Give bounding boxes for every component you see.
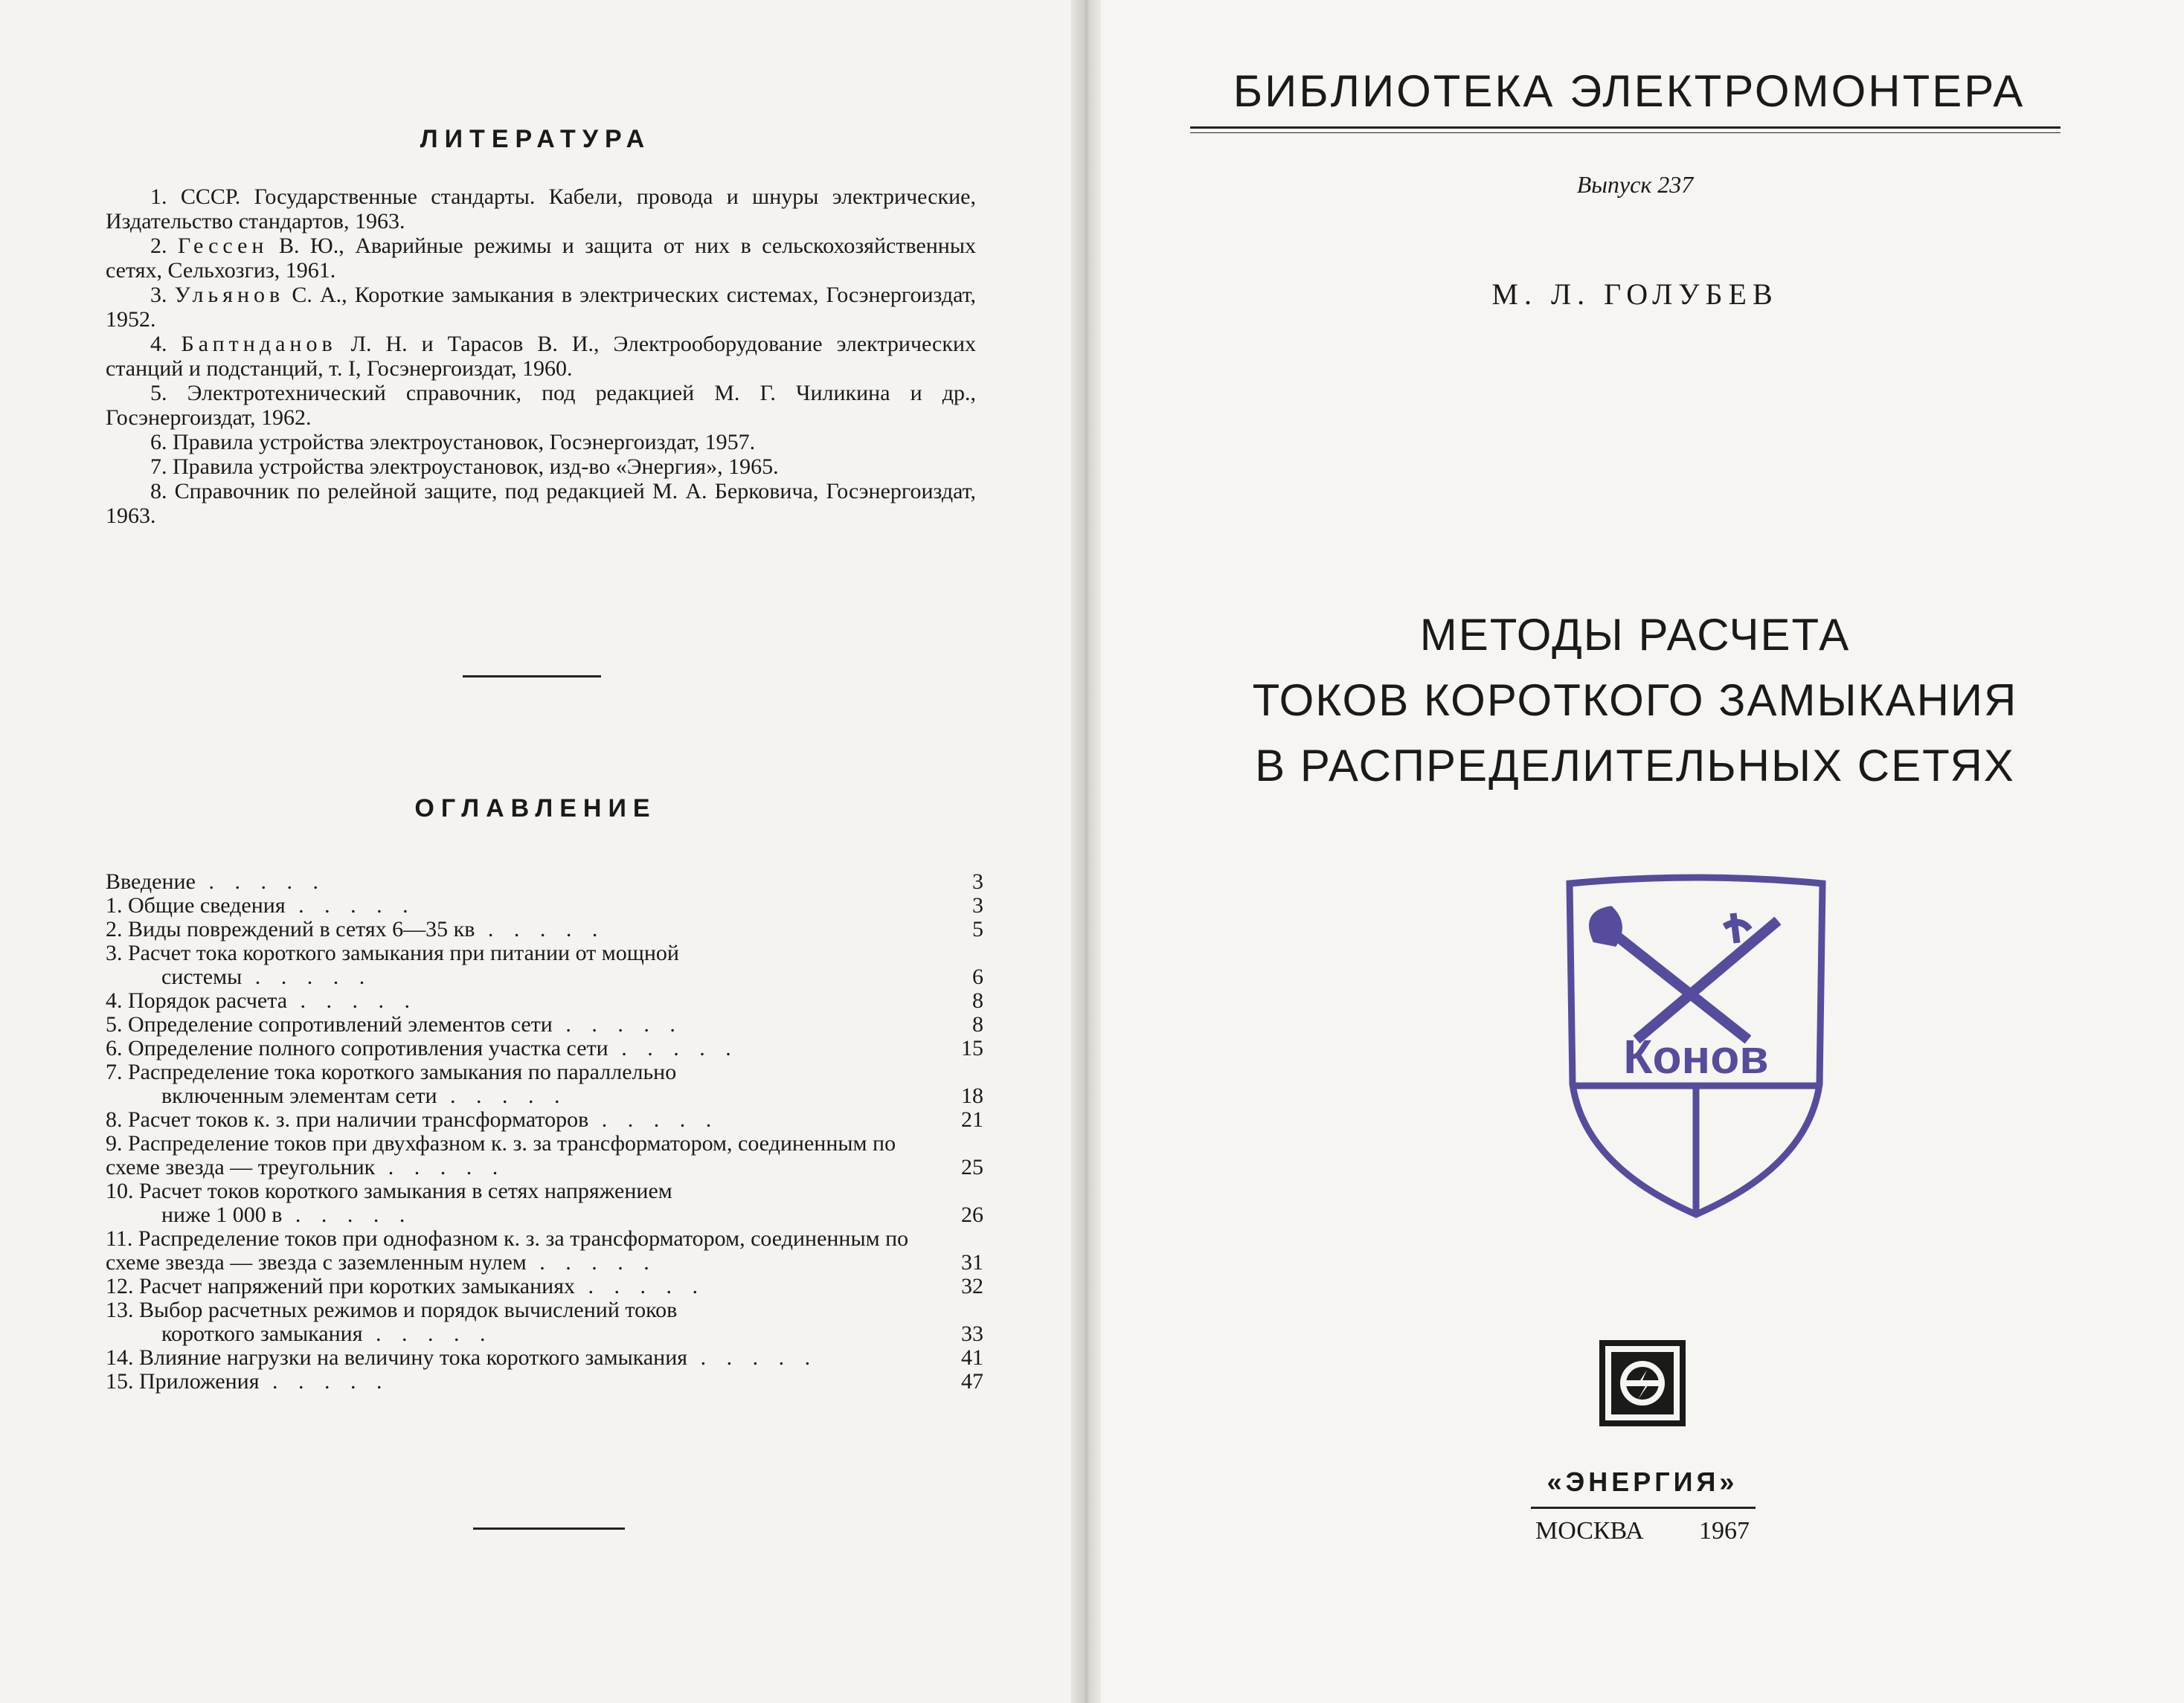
toc-entry-title bbox=[106, 1108, 936, 1132]
toc-entry-text: Приложения bbox=[139, 1369, 260, 1394]
leader-dots: . . . . . bbox=[375, 1155, 506, 1179]
book-title bbox=[1086, 602, 2184, 799]
toc-entry-text: Распределение токов при однофазном к. з. за трансформатором, соединенным по схеме звезда — звезда с заземленным нулем bbox=[106, 1226, 909, 1275]
toc-entry-text: Порядок расчета bbox=[128, 988, 288, 1013]
table-of-contents bbox=[106, 870, 983, 1394]
book-title-line: В РАСПРЕДЕЛИТЕЛЬНЫХ СЕТЯХ bbox=[1255, 741, 2015, 791]
toc-page-number: 21 bbox=[961, 1107, 983, 1132]
bibliography-entry bbox=[106, 381, 976, 430]
entry-number: 4. bbox=[150, 332, 167, 356]
stamp-text: Конов bbox=[1623, 1030, 1769, 1084]
toc-entry-number: 11. bbox=[106, 1226, 133, 1251]
issue-number: Выпуск 237 bbox=[1576, 171, 1694, 198]
city: МОСКВА bbox=[1535, 1517, 1644, 1545]
toc-page-number: 3 bbox=[972, 893, 983, 918]
divider bbox=[473, 1527, 625, 1530]
toc-entry-title bbox=[106, 1179, 936, 1227]
leader-dots: . . . . . bbox=[475, 917, 606, 941]
leader-dots: . . . . . bbox=[526, 1250, 657, 1275]
toc-entry-line bbox=[106, 1132, 936, 1179]
bibliography-entry bbox=[106, 283, 976, 332]
toc-entry-number: 14. bbox=[106, 1345, 134, 1370]
toc-entry-text: Распределение тока короткого замыкания по параллельно bbox=[128, 1060, 677, 1084]
publisher-rule bbox=[1531, 1507, 1756, 1509]
toc-entry-text: системы bbox=[161, 965, 243, 989]
toc-entry bbox=[106, 1227, 983, 1275]
toc-entry bbox=[106, 894, 983, 918]
toc-entry-text: Расчет тока короткого замыкания при питании от мощной bbox=[128, 941, 679, 965]
entry-text: Правила устройства электроустановок, изд-во «Энергия», 1965. bbox=[173, 454, 779, 479]
leader-dots: . . . . . bbox=[242, 965, 373, 989]
leader-dots: . . . . . bbox=[608, 1036, 739, 1060]
toc-entry bbox=[106, 1298, 983, 1346]
bibliography-list bbox=[106, 184, 976, 528]
toc-entry-line bbox=[106, 918, 936, 941]
toc-entry-line bbox=[106, 1108, 936, 1132]
divider bbox=[463, 675, 601, 677]
toc-entry bbox=[106, 918, 983, 941]
toc-entry-number: 6. bbox=[106, 1036, 123, 1060]
toc-entry-title bbox=[106, 1227, 936, 1275]
toc-page-number: 18 bbox=[961, 1084, 983, 1108]
leader-dots: . . . . . bbox=[362, 1321, 493, 1346]
series-title: БИБЛИОТЕКА ЭЛЕКТРОМОНТЕРА bbox=[1233, 66, 2026, 116]
toc-entry-title bbox=[106, 1132, 936, 1179]
toc-entry-text: короткого замыкания bbox=[161, 1321, 363, 1346]
left-page bbox=[0, 0, 1086, 1703]
toc-entry-line bbox=[106, 1037, 936, 1060]
toc-page-number: 3 bbox=[972, 869, 983, 894]
entry-author: Гессен bbox=[177, 234, 269, 258]
toc-entry-number: 8. bbox=[106, 1107, 123, 1132]
toc-entry-line bbox=[106, 1322, 936, 1346]
toc-entry bbox=[106, 1132, 983, 1179]
toc-entry-title bbox=[106, 989, 936, 1013]
toc-entry bbox=[106, 1013, 983, 1037]
leader-dots: . . . . . bbox=[287, 988, 418, 1013]
toc-entry-text: Введение bbox=[106, 869, 196, 894]
toc-entry bbox=[106, 989, 983, 1013]
entry-text: С. А., Короткие замыкания в электрических системах, Госэнергоиздат, 1952. bbox=[106, 283, 977, 332]
toc-page-number: 15 bbox=[961, 1036, 983, 1060]
toc-entry-title bbox=[106, 1346, 936, 1370]
entry-text: В. Ю., Аварийные режимы и защита от них в сельскохозяйственных сетях, Сельхозгиз, 1961. bbox=[106, 234, 977, 283]
toc-entry-title bbox=[106, 1037, 936, 1060]
toc-entry-line bbox=[106, 965, 936, 989]
toc-entry-text: Расчет напряжений при коротких замыканиях bbox=[139, 1274, 576, 1298]
toc-entry-number: 7. bbox=[106, 1060, 123, 1084]
leader-dots: . . . . . bbox=[282, 1203, 413, 1227]
toc-entry-line bbox=[106, 870, 936, 894]
toc-entry-text: Общие сведения bbox=[128, 893, 286, 918]
toc-entry-text: включенным элементам сети bbox=[161, 1084, 437, 1108]
toc-entry-line bbox=[106, 1084, 936, 1108]
toc-entry-number: 1. bbox=[106, 893, 123, 918]
toc-entry-line bbox=[106, 1179, 936, 1203]
author-name: М. Л. ГОЛУБЕВ bbox=[1491, 277, 1779, 311]
right-page bbox=[1086, 0, 2184, 1703]
bibliography-entry bbox=[106, 430, 976, 454]
toc-page-number: 26 bbox=[961, 1203, 983, 1227]
leader-dots: . . . . . bbox=[575, 1274, 706, 1298]
entry-text: Л. Н. и Тарасов В. И., Электрооборудование электрических станций и подстанций, т. I, Госэнергоиздат, 1960. bbox=[106, 332, 976, 381]
bibliography-entry bbox=[106, 454, 976, 479]
toc-page-number: 31 bbox=[961, 1250, 983, 1275]
leader-dots: . . . . . bbox=[259, 1369, 390, 1394]
entry-author: Ульянов bbox=[174, 283, 285, 307]
entry-number: 3. bbox=[150, 283, 167, 307]
toc-entry-line bbox=[106, 1060, 936, 1084]
toc-entry-line bbox=[106, 1370, 936, 1394]
toc-page-number: 8 bbox=[972, 988, 983, 1013]
toc-entry-text: Определение полного сопротивления участка сети bbox=[128, 1036, 608, 1060]
toc-page-number: 32 bbox=[961, 1274, 983, 1298]
toc-entry-title bbox=[106, 894, 936, 918]
toc-entry-line bbox=[106, 1298, 936, 1322]
toc-entry-number: 5. bbox=[106, 1012, 123, 1037]
toc-page-number: 8 bbox=[972, 1012, 983, 1037]
toc-page-number: 6 bbox=[972, 965, 983, 989]
entry-text: Электротехнический справочник, под редакцией М. Г. Чиликина и др., Госэнергоиздат, 1962. bbox=[106, 381, 976, 430]
entry-number: 8. bbox=[150, 479, 167, 503]
toc-entry-text: Выбор расчетных режимов и порядок вычислений токов bbox=[139, 1298, 678, 1322]
publisher-logo-icon bbox=[1599, 1340, 1686, 1426]
toc-page-number: 41 bbox=[961, 1345, 983, 1370]
toc-entry-title bbox=[106, 870, 936, 894]
leader-dots: . . . . . bbox=[552, 1012, 683, 1037]
toc-entry-line bbox=[106, 989, 936, 1013]
toc-entry-line bbox=[106, 1346, 936, 1370]
leader-dots: . . . . . bbox=[687, 1345, 818, 1370]
series-rule-thin bbox=[1190, 132, 2061, 133]
entry-text: Справочник по релейной защите, под редакцией М. А. Берковича, Госэнергоиздат, 1963. bbox=[106, 479, 976, 528]
toc-entry-text: Распределение токов при двухфазном к. з. за трансформатором, соединенным по схеме звезда — треугольник bbox=[106, 1131, 896, 1179]
toc-entry-number: 2. bbox=[106, 917, 123, 941]
entry-number: 2. bbox=[150, 234, 167, 258]
entry-number: 1. bbox=[150, 184, 167, 209]
literature-heading: ЛИТЕРАТУРА bbox=[420, 125, 652, 153]
entry-number: 7. bbox=[150, 454, 167, 479]
toc-entry bbox=[106, 1179, 983, 1227]
toc-entry-number: 10. bbox=[106, 1179, 134, 1203]
toc-entry-title bbox=[106, 1298, 936, 1346]
toc-entry-title bbox=[106, 1013, 936, 1037]
library-stamp bbox=[1555, 869, 1837, 1226]
toc-entry bbox=[106, 1275, 983, 1298]
toc-page-number: 25 bbox=[961, 1155, 983, 1179]
toc-entry bbox=[106, 1060, 983, 1108]
toc-entry-text: Расчет токов к. з. при наличии трансформаторов bbox=[128, 1107, 589, 1132]
toc-entry-text: Расчет токов короткого замыкания в сетях напряжением bbox=[139, 1179, 672, 1203]
leader-dots: . . . . . bbox=[195, 869, 326, 894]
book-title-line: ТОКОВ КОРОТКОГО ЗАМЫКАНИЯ bbox=[1252, 675, 2018, 725]
toc-entry bbox=[106, 1370, 983, 1394]
toc-entry-number: 9. bbox=[106, 1131, 123, 1156]
entry-text: СССР. Государственные стандарты. Кабели, провода и шнуры электрические, Издательство стандартов, 1963. bbox=[106, 184, 976, 234]
entry-number: 6. bbox=[150, 430, 167, 454]
toc-entry-number: 12. bbox=[106, 1274, 134, 1298]
toc-entry-text: Определение сопротивлений элементов сети bbox=[128, 1012, 553, 1037]
toc-entry-line bbox=[106, 894, 936, 918]
toc-entry bbox=[106, 1346, 983, 1370]
toc-page-number: 33 bbox=[961, 1321, 983, 1346]
book-title-line: МЕТОДЫ РАСЧЕТА bbox=[1419, 610, 1851, 660]
toc-entry bbox=[106, 1108, 983, 1132]
toc-entry-title bbox=[106, 941, 936, 989]
toc-entry-title bbox=[106, 1060, 936, 1108]
imprint bbox=[1531, 1517, 1754, 1545]
toc-entry-line bbox=[106, 1203, 936, 1227]
toc-entry-text: Влияние нагрузки на величину тока короткого замыкания bbox=[139, 1345, 688, 1370]
toc-entry-line bbox=[106, 941, 936, 965]
year: 1967 bbox=[1699, 1517, 1750, 1545]
toc-entry-text: Виды повреждений в сетях 6—35 кв bbox=[128, 917, 475, 941]
toc-entry-title bbox=[106, 918, 936, 941]
toc-entry bbox=[106, 941, 983, 989]
leader-dots: . . . . . bbox=[285, 893, 416, 918]
toc-entry bbox=[106, 1037, 983, 1060]
toc-entry-number: 4. bbox=[106, 988, 123, 1013]
bibliography-entry bbox=[106, 184, 976, 234]
entry-text: Правила устройства электроустановок, Госэнергоиздат, 1957. bbox=[173, 430, 756, 454]
entry-number: 5. bbox=[150, 381, 167, 405]
bibliography-entry bbox=[106, 234, 976, 283]
leader-dots: . . . . . bbox=[437, 1084, 568, 1108]
toc-entry bbox=[106, 870, 983, 894]
toc-entry-line bbox=[106, 1013, 936, 1037]
toc-entry-line bbox=[106, 1275, 936, 1298]
toc-entry-title bbox=[106, 1275, 936, 1298]
contents-heading: ОГЛАВЛЕНИЕ bbox=[414, 794, 657, 822]
bibliography-entry bbox=[106, 479, 976, 528]
toc-entry-text: ниже 1 000 в bbox=[161, 1203, 283, 1227]
toc-entry-number: 13. bbox=[106, 1298, 134, 1322]
toc-page-number: 47 bbox=[961, 1369, 983, 1394]
toc-entry-number: 3. bbox=[106, 941, 123, 965]
publisher-name: «ЭНЕРГИЯ» bbox=[1547, 1467, 1738, 1497]
leader-dots: . . . . . bbox=[588, 1107, 719, 1132]
series-rule bbox=[1190, 126, 2061, 129]
bibliography-entry bbox=[106, 332, 976, 381]
toc-page-number: 5 bbox=[972, 917, 983, 941]
toc-entry-number: 15. bbox=[106, 1369, 134, 1394]
toc-entry-title bbox=[106, 1370, 936, 1394]
toc-entry-line bbox=[106, 1227, 936, 1275]
book-gutter bbox=[1071, 0, 1101, 1703]
entry-author: Баптнданов bbox=[181, 332, 337, 356]
